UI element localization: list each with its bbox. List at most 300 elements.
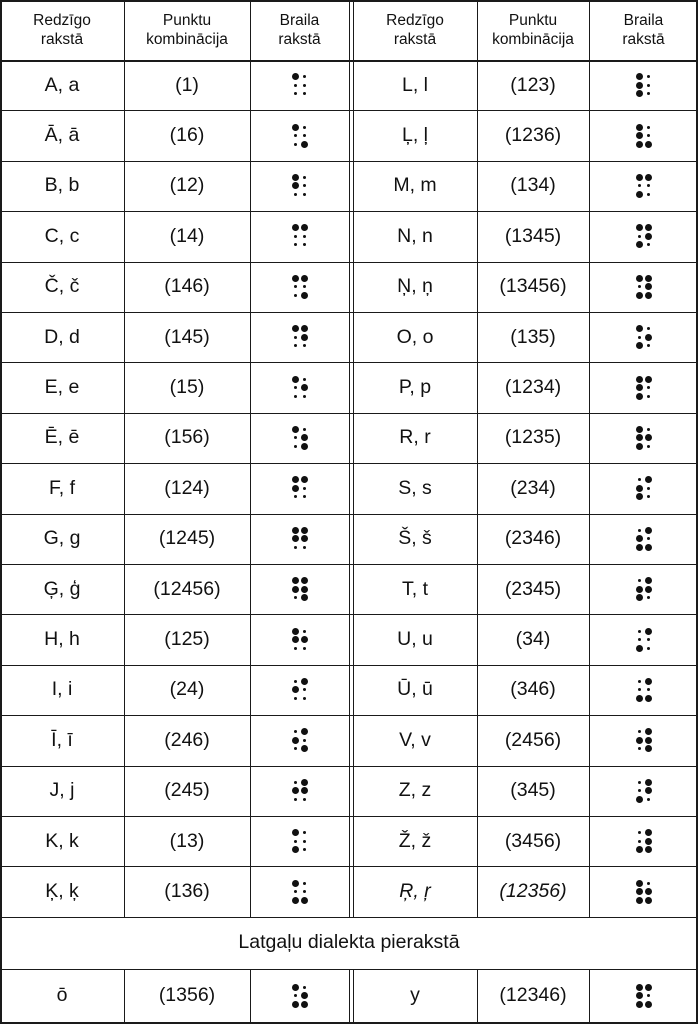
- letter-cell-text: V, v: [399, 728, 431, 751]
- dot-combination-cell: [124, 766, 250, 816]
- braille-dot-flat: [638, 579, 641, 582]
- braille-dot-raised: [292, 376, 299, 383]
- braille-symbol: [292, 275, 308, 299]
- dot-combination-cell-text: (134): [510, 174, 556, 197]
- header-dots-left-text: Punktu kombinācija: [146, 12, 228, 48]
- dot-combination-cell: [477, 463, 589, 513]
- braille-dot-raised: [645, 224, 652, 231]
- braille-dot-flat: [647, 688, 650, 691]
- braille-dot-flat: [303, 798, 306, 801]
- braille-dot-raised: [292, 426, 299, 433]
- letter-cell-text: O, o: [396, 325, 434, 348]
- braille-dot-flat: [647, 84, 650, 87]
- braille-dot-raised: [292, 1001, 299, 1008]
- dot-combination-cell: [477, 312, 589, 362]
- braille-symbol: [292, 174, 308, 198]
- dot-combination-cell-text: (24): [169, 678, 205, 701]
- braille-dot-flat: [294, 134, 297, 137]
- braille-cell: [589, 866, 698, 916]
- braille-dot-raised: [292, 636, 299, 643]
- braille-dot-raised: [292, 174, 299, 181]
- braille-dot-flat: [303, 688, 306, 691]
- letter-cell: [353, 866, 477, 916]
- braille-dot-raised: [636, 846, 643, 853]
- dot-combination-cell-text: (124): [164, 476, 210, 499]
- letter-cell-text: Ŗ, ŗ: [399, 880, 431, 903]
- braille-cell: [250, 514, 349, 564]
- table-rule: [124, 0, 125, 917]
- braille-dot-raised: [301, 745, 308, 752]
- braille-dot-flat: [294, 495, 297, 498]
- braille-dot-raised: [301, 787, 308, 794]
- braille-dot-flat: [303, 487, 306, 490]
- braille-dot-flat: [638, 235, 641, 238]
- braille-symbol: [292, 476, 308, 500]
- dot-combination-cell: [124, 312, 250, 362]
- braille-symbol: [292, 124, 308, 148]
- letter-cell-text: B, b: [44, 174, 80, 197]
- braille-dot-flat: [647, 193, 650, 196]
- braille-dot-raised: [292, 275, 299, 282]
- letter-cell: [353, 514, 477, 564]
- braille-symbol: [292, 577, 308, 601]
- dot-combination-cell-text: (13456): [499, 275, 567, 298]
- braille-dot-flat: [647, 395, 650, 398]
- braille-dot-raised: [636, 544, 643, 551]
- header-braille-right-text: Braila rakstā: [622, 12, 665, 48]
- braille-dot-flat: [303, 882, 306, 885]
- dot-combination-cell: [124, 614, 250, 664]
- header-dots-right: [477, 0, 589, 60]
- dot-combination-cell-text: (12456): [153, 577, 221, 600]
- letter-cell: [0, 463, 124, 513]
- braille-dot-raised: [301, 476, 308, 483]
- braille-dot-raised: [645, 829, 652, 836]
- braille-dot-flat: [647, 75, 650, 78]
- dot-combination-cell: [124, 715, 250, 765]
- braille-dot-raised: [292, 224, 299, 231]
- dot-combination-cell: [124, 665, 250, 715]
- braille-dot-raised: [645, 334, 652, 341]
- braille-dot-flat: [638, 747, 641, 750]
- braille-cell: [589, 816, 698, 866]
- braille-symbol: [636, 527, 652, 551]
- table-rule: [124, 969, 125, 1024]
- braille-dot-flat: [303, 184, 306, 187]
- braille-cell: [250, 161, 349, 211]
- dot-combination-cell-text: (346): [510, 678, 556, 701]
- section-title-text: Latgaļu dialekta pierakstā: [238, 931, 460, 954]
- dot-combination-cell: [477, 969, 589, 1023]
- braille-dot-raised: [636, 376, 643, 383]
- letter-cell-text: ō: [56, 984, 68, 1007]
- dot-combination-cell-text: (13): [169, 829, 205, 852]
- braille-dot-flat: [647, 92, 650, 95]
- letter-cell: [353, 161, 477, 211]
- braille-dot-flat: [303, 630, 306, 633]
- braille-dot-flat: [303, 344, 306, 347]
- dot-combination-cell: [124, 969, 250, 1023]
- dot-combination-cell-text: (14): [169, 224, 205, 247]
- braille-dot-raised: [645, 577, 652, 584]
- braille-dot-raised: [636, 485, 643, 492]
- braille-symbol: [636, 984, 652, 1008]
- braille-dot-raised: [645, 728, 652, 735]
- letter-cell-text: Š, š: [398, 527, 432, 550]
- braille-dot-flat: [303, 848, 306, 851]
- letter-cell-text: J, j: [49, 779, 75, 802]
- braille-dot-raised: [301, 325, 308, 332]
- braille-dot-raised: [645, 476, 652, 483]
- braille-cell: [250, 362, 349, 412]
- braille-dot-raised: [301, 1001, 308, 1008]
- braille-cell: [250, 60, 349, 110]
- braille-dot-raised: [636, 426, 643, 433]
- braille-dot-raised: [636, 124, 643, 131]
- braille-cell: [250, 110, 349, 160]
- braille-dot-flat: [294, 596, 297, 599]
- braille-dot-raised: [301, 224, 308, 231]
- braille-dot-flat: [303, 84, 306, 87]
- letter-cell: [0, 161, 124, 211]
- braille-dot-flat: [303, 647, 306, 650]
- braille-symbol: [636, 275, 652, 299]
- dot-combination-cell: [477, 766, 589, 816]
- braille-dot-raised: [636, 384, 643, 391]
- braille-dot-flat: [638, 789, 641, 792]
- dot-combination-cell: [477, 60, 589, 110]
- braille-dot-raised: [292, 628, 299, 635]
- braille-cell: [250, 665, 349, 715]
- letter-cell-text: P, p: [398, 376, 432, 399]
- letter-cell-text: R, r: [399, 426, 431, 449]
- dot-combination-cell: [477, 110, 589, 160]
- braille-cell: [250, 262, 349, 312]
- letter-cell: [353, 413, 477, 463]
- braille-symbol: [292, 628, 308, 652]
- letter-cell-text: Ū, ū: [397, 678, 433, 701]
- braille-dot-raised: [645, 174, 652, 181]
- dot-combination-cell-text: (1234): [504, 376, 562, 399]
- braille-dot-raised: [636, 493, 643, 500]
- braille-dot-flat: [303, 75, 306, 78]
- letter-cell-text: S, s: [398, 476, 432, 499]
- braille-cell: [250, 614, 349, 664]
- letter-cell-text: D, d: [44, 325, 80, 348]
- dot-combination-cell-text: (1): [175, 73, 199, 96]
- braille-dot-flat: [647, 798, 650, 801]
- letter-cell: [353, 463, 477, 513]
- table-rule: [0, 917, 698, 918]
- dot-combination-cell: [477, 866, 589, 916]
- braille-dot-raised: [636, 586, 643, 593]
- braille-cell: [250, 312, 349, 362]
- braille-dot-flat: [638, 730, 641, 733]
- braille-dot-flat: [638, 781, 641, 784]
- dot-combination-cell: [124, 816, 250, 866]
- dot-combination-cell: [124, 413, 250, 463]
- braille-cell: [589, 161, 698, 211]
- letter-cell-text: T, t: [401, 577, 428, 600]
- braille-dot-raised: [292, 737, 299, 744]
- braille-symbol: [636, 728, 652, 752]
- braille-dot-flat: [294, 285, 297, 288]
- braille-dot-raised: [301, 443, 308, 450]
- braille-dot-raised: [292, 586, 299, 593]
- braille-dot-flat: [303, 697, 306, 700]
- braille-dot-flat: [638, 529, 641, 532]
- dot-combination-cell: [477, 262, 589, 312]
- braille-dot-raised: [301, 678, 308, 685]
- braille-dot-raised: [292, 476, 299, 483]
- braille-dot-flat: [303, 92, 306, 95]
- dot-combination-cell-text: (135): [510, 325, 556, 348]
- braille-symbol: [292, 880, 308, 904]
- dot-combination-cell-text: (15): [169, 376, 205, 399]
- braille-symbol: [292, 376, 308, 400]
- braille-dot-flat: [638, 184, 641, 187]
- dot-combination-cell: [477, 614, 589, 664]
- braille-symbol: [292, 829, 308, 853]
- dot-combination-cell-text: (12356): [499, 880, 567, 903]
- braille-dot-flat: [647, 126, 650, 129]
- braille-symbol: [292, 678, 308, 702]
- dot-combination-cell: [124, 211, 250, 261]
- braille-dot-flat: [647, 445, 650, 448]
- braille-dot-raised: [292, 880, 299, 887]
- braille-dot-raised: [636, 888, 643, 895]
- braille-dot-raised: [292, 897, 299, 904]
- letter-cell: [353, 715, 477, 765]
- table-rule: [250, 0, 251, 917]
- braille-dot-raised: [301, 275, 308, 282]
- braille-dot-raised: [301, 577, 308, 584]
- braille-dot-raised: [301, 897, 308, 904]
- braille-dot-flat: [303, 495, 306, 498]
- dot-combination-cell-text: (3456): [504, 829, 562, 852]
- braille-dot-raised: [645, 846, 652, 853]
- braille-dot-flat: [294, 243, 297, 246]
- dot-combination-cell-text: (12): [169, 174, 205, 197]
- braille-dot-raised: [636, 191, 643, 198]
- table-rule: [589, 969, 590, 1024]
- braille-dot-raised: [645, 779, 652, 786]
- header-braille-left: [250, 0, 349, 60]
- braille-dot-raised: [292, 182, 299, 189]
- braille-dot-flat: [294, 386, 297, 389]
- braille-cell: [589, 614, 698, 664]
- braille-dot-raised: [301, 434, 308, 441]
- letter-cell-text: Ģ, ģ: [43, 577, 81, 600]
- braille-symbol: [292, 325, 308, 349]
- table-rule: [477, 0, 478, 917]
- braille-dot-flat: [303, 235, 306, 238]
- braille-dot-flat: [647, 495, 650, 498]
- letter-cell: [353, 766, 477, 816]
- braille-dot-raised: [301, 728, 308, 735]
- letter-cell: [0, 262, 124, 312]
- braille-dot-flat: [294, 890, 297, 893]
- braille-symbol: [636, 426, 652, 450]
- table-rule: [349, 0, 350, 917]
- letter-cell-text: G, g: [43, 527, 81, 550]
- dot-combination-cell: [124, 514, 250, 564]
- braille-dot-flat: [647, 327, 650, 330]
- letter-cell: [353, 816, 477, 866]
- braille-cell: [589, 463, 698, 513]
- letter-cell: [0, 665, 124, 715]
- braille-dot-flat: [647, 386, 650, 389]
- braille-cell: [589, 514, 698, 564]
- letter-cell: [0, 312, 124, 362]
- braille-dot-flat: [303, 285, 306, 288]
- braille-cell: [250, 413, 349, 463]
- braille-dot-raised: [645, 283, 652, 290]
- letter-cell-text: Ā, ā: [44, 124, 80, 147]
- letter-cell-text: Ņ, ņ: [397, 275, 433, 298]
- braille-dot-raised: [645, 984, 652, 991]
- braille-dot-flat: [638, 478, 641, 481]
- braille-cell: [250, 766, 349, 816]
- braille-dot-flat: [638, 680, 641, 683]
- letter-cell: [0, 60, 124, 110]
- letter-cell: [0, 413, 124, 463]
- letter-cell-text: E, e: [44, 376, 80, 399]
- letter-cell: [0, 211, 124, 261]
- braille-dot-flat: [294, 344, 297, 347]
- letter-cell: [0, 110, 124, 160]
- braille-dot-flat: [294, 84, 297, 87]
- letter-cell-text: L, l: [401, 73, 428, 96]
- braille-dot-raised: [301, 594, 308, 601]
- letter-cell: [0, 969, 124, 1023]
- braille-dot-flat: [638, 638, 641, 641]
- braille-dot-raised: [292, 984, 299, 991]
- letter-cell-text: M, m: [393, 174, 437, 197]
- dot-combination-cell: [477, 362, 589, 412]
- braille-dot-raised: [636, 443, 643, 450]
- braille-dot-raised: [636, 645, 643, 652]
- braille-dot-raised: [301, 779, 308, 786]
- braille-dot-raised: [636, 594, 643, 601]
- braille-dot-raised: [636, 737, 643, 744]
- braille-dot-flat: [303, 134, 306, 137]
- braille-dot-flat: [647, 184, 650, 187]
- braille-dot-flat: [294, 193, 297, 196]
- braille-dot-raised: [292, 846, 299, 853]
- braille-symbol: [292, 779, 308, 803]
- braille-dot-raised: [636, 224, 643, 231]
- header-braille-right: [589, 0, 698, 60]
- table-rule: [589, 0, 590, 917]
- braille-dot-raised: [645, 888, 652, 895]
- braille-dot-flat: [294, 436, 297, 439]
- braille-dot-raised: [636, 393, 643, 400]
- dot-combination-cell-text: (246): [164, 728, 210, 751]
- braille-dot-flat: [294, 994, 297, 997]
- braille-dot-flat: [303, 126, 306, 129]
- braille-dot-raised: [636, 695, 643, 702]
- braille-dot-flat: [303, 840, 306, 843]
- braille-dot-flat: [294, 294, 297, 297]
- dot-combination-cell: [477, 665, 589, 715]
- braille-dot-raised: [301, 384, 308, 391]
- braille-dot-raised: [645, 628, 652, 635]
- braille-cell: [250, 715, 349, 765]
- dot-combination-cell-text: (234): [510, 476, 556, 499]
- braille-dot-raised: [645, 678, 652, 685]
- braille-dot-flat: [294, 840, 297, 843]
- braille-dot-flat: [294, 336, 297, 339]
- braille-dot-raised: [645, 275, 652, 282]
- braille-dot-raised: [636, 796, 643, 803]
- braille-dot-raised: [636, 984, 643, 991]
- braille-dot-flat: [647, 537, 650, 540]
- braille-dot-raised: [292, 787, 299, 794]
- letter-cell-text: Z, z: [398, 779, 432, 802]
- dot-combination-cell-text: (16): [169, 124, 205, 147]
- braille-dot-raised: [645, 292, 652, 299]
- braille-dot-raised: [636, 1001, 643, 1008]
- header-visual-left: [0, 0, 124, 60]
- braille-dot-flat: [647, 344, 650, 347]
- braille-symbol: [636, 628, 652, 652]
- letter-cell: [353, 110, 477, 160]
- braille-dot-raised: [292, 73, 299, 80]
- braille-dot-flat: [294, 92, 297, 95]
- braille-cell: [589, 110, 698, 160]
- dot-combination-cell: [477, 514, 589, 564]
- braille-dot-raised: [301, 141, 308, 148]
- dot-combination-cell-text: (1235): [504, 426, 562, 449]
- braille-symbol: [636, 577, 652, 601]
- dot-combination-cell: [124, 866, 250, 916]
- braille-cell: [589, 362, 698, 412]
- braille-dot-raised: [292, 527, 299, 534]
- braille-dot-raised: [636, 73, 643, 80]
- braille-dot-raised: [645, 897, 652, 904]
- braille-symbol: [636, 325, 652, 349]
- table-rule: [250, 969, 251, 1024]
- braille-dot-raised: [636, 897, 643, 904]
- braille-dot-flat: [294, 680, 297, 683]
- braille-dot-flat: [294, 235, 297, 238]
- braille-symbol: [636, 224, 652, 248]
- braille-dot-raised: [301, 586, 308, 593]
- letter-cell: [353, 362, 477, 412]
- dot-combination-cell: [124, 262, 250, 312]
- dot-combination-cell: [477, 715, 589, 765]
- letter-cell-text: N, n: [397, 224, 433, 247]
- letter-cell-text: C, c: [44, 224, 80, 247]
- dot-combination-cell-text: (34): [515, 628, 551, 651]
- dot-combination-cell-text: (1236): [504, 124, 562, 147]
- braille-cell: [589, 262, 698, 312]
- letter-cell: [353, 665, 477, 715]
- dot-combination-cell: [124, 60, 250, 110]
- braille-dot-raised: [636, 292, 643, 299]
- braille-dot-raised: [301, 535, 308, 542]
- braille-dot-flat: [303, 243, 306, 246]
- dot-combination-cell-text: (146): [164, 275, 210, 298]
- braille-dot-flat: [294, 395, 297, 398]
- braille-dot-flat: [294, 445, 297, 448]
- braille-symbol: [636, 880, 652, 904]
- braille-dot-raised: [645, 544, 652, 551]
- braille-dot-flat: [294, 697, 297, 700]
- letter-cell-text: H, h: [44, 628, 80, 651]
- braille-dot-raised: [645, 787, 652, 794]
